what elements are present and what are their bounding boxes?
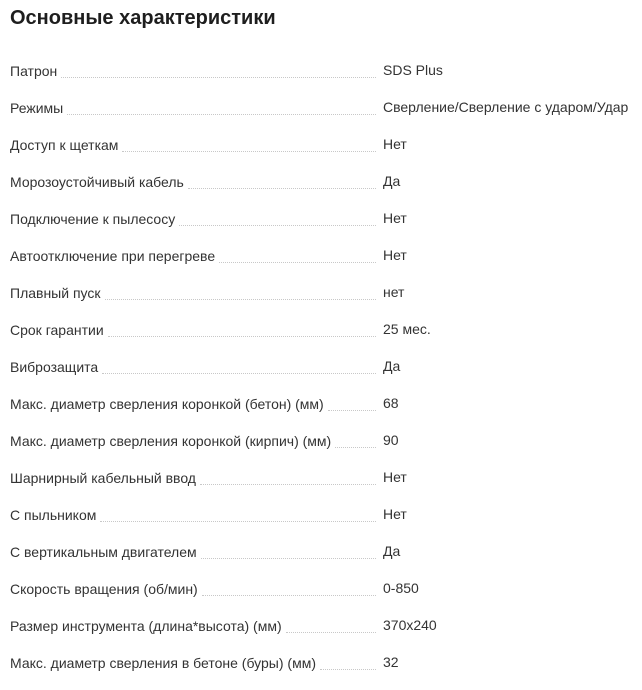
spec-name: Подключение к пылесосу [10, 210, 179, 228]
spec-value: Сверление/Сверление с ударом/Удар [383, 99, 629, 115]
dotted-leader [188, 188, 376, 189]
dotted-leader [122, 151, 376, 152]
dotted-leader [200, 484, 376, 485]
spec-name: Патрон [10, 62, 61, 80]
dotted-leader [102, 373, 376, 374]
spec-name-cell [10, 652, 380, 672]
spec-value: Нет [383, 136, 407, 152]
spec-value: Нет [383, 469, 407, 485]
spec-name: Автоотключение при перегреве [10, 247, 219, 265]
spec-name: Плавный пуск [10, 284, 105, 302]
spec-value: 0-850 [383, 580, 419, 596]
spec-name: Размер инструмента (длина*высота) (мм) [10, 617, 286, 635]
spec-name-cell [10, 134, 380, 154]
spec-value: 25 мес. [383, 321, 431, 337]
spec-row [0, 272, 642, 309]
spec-value: 68 [383, 395, 399, 411]
spec-row [0, 568, 642, 605]
spec-name: С пыльником [10, 506, 100, 524]
spec-name-cell [10, 245, 380, 265]
dotted-leader [61, 77, 376, 78]
spec-row [0, 87, 642, 124]
dotted-leader [100, 521, 376, 522]
spec-name-cell [10, 541, 380, 561]
dotted-leader [328, 410, 376, 411]
spec-name-cell [10, 208, 380, 228]
spec-value: Нет [383, 210, 407, 226]
spec-name-cell [10, 393, 380, 413]
spec-name: Макс. диаметр сверления коронкой (кирпич) (мм) [10, 432, 335, 450]
spec-name-cell [10, 356, 380, 376]
spec-value: Да [383, 543, 401, 559]
spec-name-cell [10, 504, 380, 524]
spec-name: Макс. диаметр сверления коронкой (бетон) (мм) [10, 395, 328, 413]
spec-name: Шарнирный кабельный ввод [10, 469, 200, 487]
spec-value: Да [383, 173, 401, 189]
spec-row [0, 605, 642, 642]
spec-row [0, 457, 642, 494]
spec-name-cell [10, 430, 380, 450]
spec-value: 370x240 [383, 617, 437, 633]
spec-name-cell [10, 578, 380, 598]
spec-name: С вертикальным двигателем [10, 543, 201, 561]
spec-name-cell [10, 97, 380, 117]
spec-name-cell [10, 319, 380, 339]
spec-row [0, 531, 642, 568]
spec-row [0, 124, 642, 161]
dotted-leader [67, 114, 376, 115]
spec-value: Нет [383, 506, 407, 522]
dotted-leader [219, 262, 376, 263]
spec-row [0, 309, 642, 346]
spec-row [0, 346, 642, 383]
spec-name: Срок гарантии [10, 321, 108, 339]
spec-name-cell [10, 60, 380, 80]
spec-value: SDS Plus [383, 62, 443, 78]
spec-value: Да [383, 358, 401, 374]
spec-name: Макс. диаметр сверления в бетоне (буры) (мм) [10, 654, 320, 672]
spec-name-cell [10, 615, 380, 635]
spec-row [0, 235, 642, 272]
spec-row [0, 642, 642, 679]
spec-name: Режимы [10, 99, 67, 117]
dotted-leader [286, 632, 376, 633]
dotted-leader [179, 225, 376, 226]
spec-row [0, 420, 642, 457]
spec-name-cell [10, 282, 380, 302]
dotted-leader [201, 558, 376, 559]
dotted-leader [335, 447, 376, 448]
spec-name: Доступ к щеткам [10, 136, 122, 154]
spec-name-cell [10, 467, 380, 487]
spec-row [0, 198, 642, 235]
spec-row [0, 383, 642, 420]
spec-row [0, 494, 642, 531]
spec-name: Виброзащита [10, 358, 102, 376]
spec-name: Скорость вращения (об/мин) [10, 580, 202, 598]
dotted-leader [320, 669, 376, 670]
spec-row [0, 50, 642, 87]
spec-value: 90 [383, 432, 399, 448]
spec-value: 32 [383, 654, 399, 670]
spec-value: нет [383, 284, 405, 300]
spec-row [0, 161, 642, 198]
dotted-leader [202, 595, 376, 596]
spec-list [0, 50, 642, 679]
spec-name: Морозоустойчивый кабель [10, 173, 188, 191]
section-title: Основные характеристики [10, 7, 276, 29]
dotted-leader [105, 299, 376, 300]
dotted-leader [108, 336, 376, 337]
spec-name-cell [10, 171, 380, 191]
spec-value: Нет [383, 247, 407, 263]
